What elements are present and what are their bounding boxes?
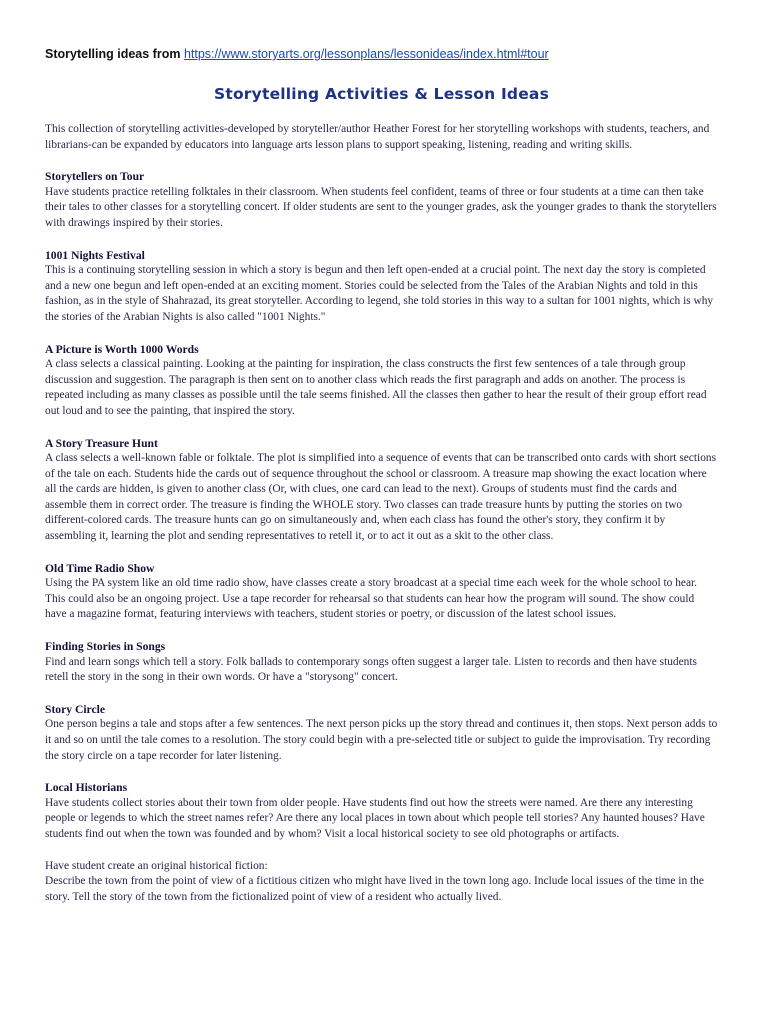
section-picture-worth-1000-words (45, 342, 718, 420)
source-line (45, 46, 718, 62)
section-heading: Finding Stories in Songs (45, 640, 166, 654)
historical-fiction-lead: Have student create an original historical fiction: (45, 859, 268, 872)
section-finding-stories-in-songs (45, 639, 718, 686)
section-story-treasure-hunt (45, 436, 718, 545)
section-body: Using the PA system like an old time radio show, have classes create a story broadcast at a special time each week for the whole school to hear. This could also be an ongoing project. Use a tape recorder for rehearsal so that students can hear how the program will sound. The show could have a magazine format, featuring interviews with teachers, student stories or poetry, or discussion of the latest school issues. (45, 577, 698, 621)
section-heading: Local Historians (45, 781, 128, 795)
section-heading: Story Circle (45, 702, 105, 716)
section-heading: Old Time Radio Show (45, 561, 155, 575)
section-heading: A Story Treasure Hunt (45, 436, 158, 450)
historical-fiction-block (45, 859, 718, 906)
section-body: Find and learn songs which tell a story. Folk ballads to contemporary songs often suggest a larger tale. Listen to records and then have students retell the story in the song in their own words. Or have a "storysong" concert. (45, 655, 697, 684)
section-storytellers-on-tour (45, 169, 718, 231)
section-heading: Storytellers on Tour (45, 170, 145, 184)
source-link[interactable]: https://www.storyarts.org/lessonplans/lessonideas/index.html#tour (183, 47, 549, 61)
section-body: Have students collect stories about their town from older people. Have students find out how the streets were named. Are there any interesting people or legends to which the street names refer? Are there any local places in town about which people tell stories? Any haunted houses? Have students find out when the town was founded and by whom? Visit a local historical society to see old photographs or artifacts. (45, 796, 705, 840)
page-title: Storytelling Activities & Lesson Ideas (213, 85, 550, 103)
section-body: One person begins a tale and stops after a few sentences. The next person picks up the story thread and continues it, then stops. Next person adds to it and so on until the tale comes to a resolution. The story could begin with a pre-selected title or subject to guide the improvisation. Try recording the story circle on a tape recorder for later listening. (45, 718, 718, 762)
section-body: Have students practice retelling folktales in their classroom. When students feel confident, teams of three or four students at a time can then take their tales to other classes for a storytelling concert. If older students are sent to the younger grades, ask the younger grades to thank the storytellers with drawings inspired by their stories. (45, 185, 717, 229)
source-label: Storytelling ideas from (45, 47, 181, 61)
section-story-circle (45, 702, 718, 764)
section-body: A class selects a well-known fable or folktale. The plot is simplified into a sequence of events that can be transcribed onto cards with short sections of the tale on each. Students hide the cards out of sequence throughout the school or classroom. A treasure map showing the exact location where all the cards are hidden, is given to another class (Or, with clues, one card can lead to the next). Groups of students must find the cards and assemble them in correct order. The treasure is finding the WHOLE story. Two classes can trade treasure hunts by putting the stories on two different-colored cards. The treasure hunts can go on simultaneously and, when each class has found the other's story, they confirm it by assembling it, learning the plot and sending representatives to retell it, or to act it out as a skit to the other class. (45, 452, 717, 543)
section-heading: A Picture is Worth 1000 Words (45, 342, 199, 356)
historical-fiction-body: Describe the town from the point of view of a fictitious citizen who might have lived in the town long ago. Include local issues of the time in the story. Tell the story of the town from the fictionalized point of view of a resident who actually lived. (45, 875, 704, 903)
section-local-historians (45, 780, 718, 842)
section-body: A class selects a classical painting. Looking at the painting for inspiration, the class constructs the first few sentences of a tale through group discussion and suggestion. The paragraph is then sent on to another class which reads the first paragraph and adds on another. The process is repeated including as many classes as possible until the tale seems finished. All the classes then gather to hear the result of their group effort read out loud and to see the painting, that inspired the story. (45, 358, 707, 417)
section-1001-nights-festival (45, 248, 718, 326)
intro-paragraph: This collection of storytelling activities-developed by storyteller/author Heather Forest for her storytelling workshops with students, teachers, and librarians-can be expanded by educators into language arts lesson plans to support speaking, listening, reading and writing skills. (45, 123, 710, 151)
section-old-time-radio-show (45, 561, 718, 623)
section-body: This is a continuing storytelling session in which a story is begun and then left open-ended at a crucial point. The next day the story is completed and a new one begun and left open-ended at an exciting moment. Stories could be selected from the Tales of the Arabian Nights and told in this fashion, as in the style of Shahrazad, its great storyteller. According to legend, she told stories in this way to a sultan for 1001 nights, which is why the stories of the Arabian Nights is also called "1001 Nights." (45, 264, 714, 323)
section-heading: 1001 Nights Festival (45, 248, 145, 262)
